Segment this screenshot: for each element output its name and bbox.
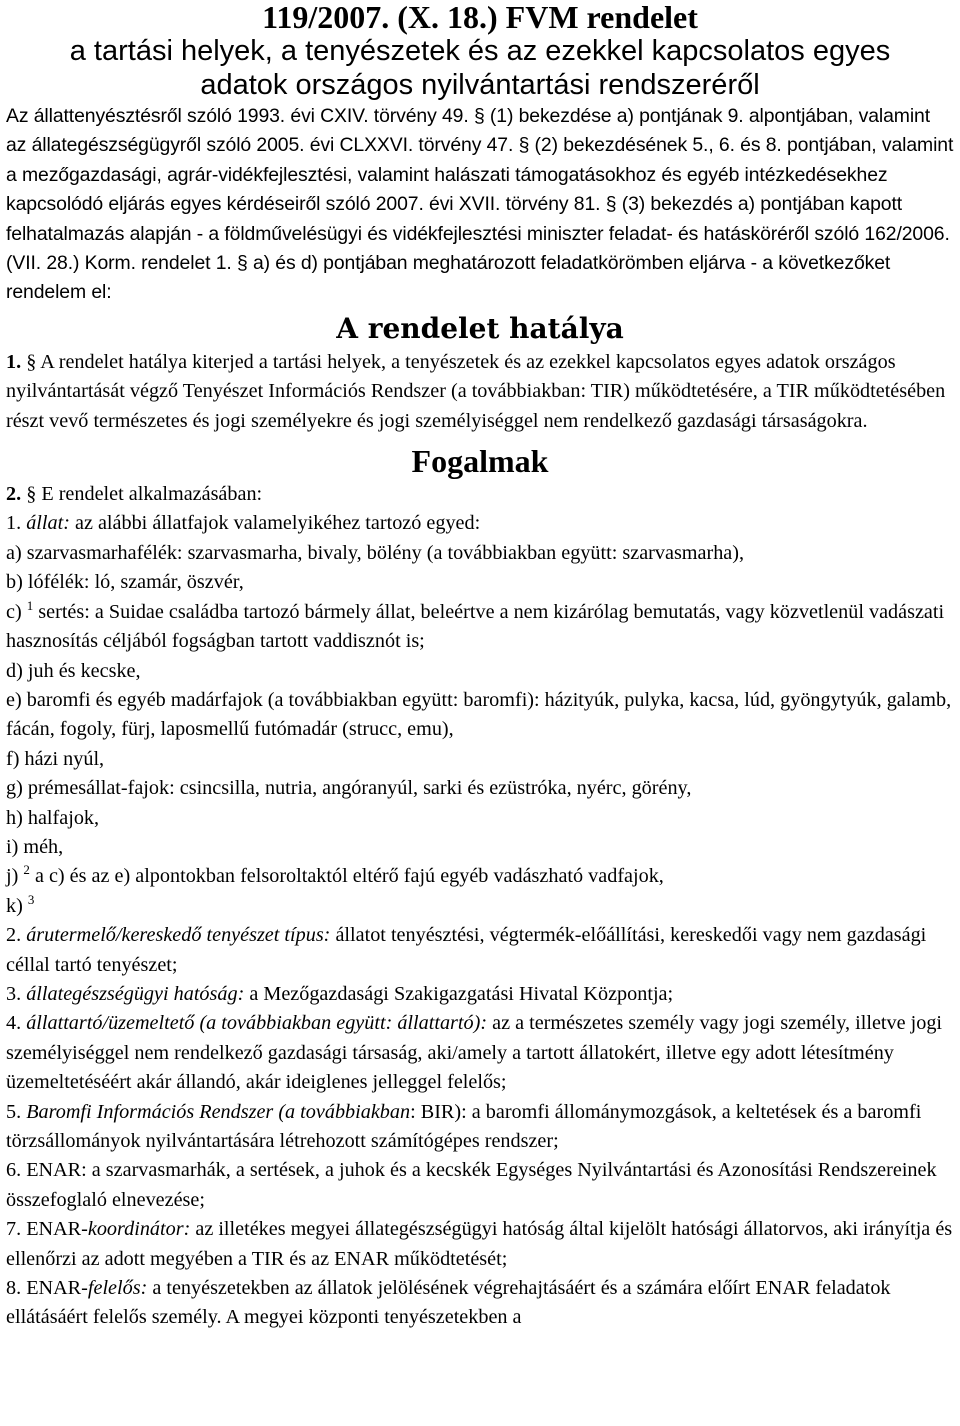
footnote-reference[interactable]: 2 (23, 862, 30, 878)
definition-number: 8. ENAR- (6, 1277, 88, 1300)
definition-number: 3. (6, 982, 27, 1005)
section-sign: § (26, 483, 37, 506)
document-subtitle-line-2: adatok országos nyilvántartási rendszeréről (200, 69, 760, 101)
list-item-h: h) halfajok, (6, 806, 100, 829)
definition-number: 7. ENAR- (6, 1218, 88, 1241)
definition-text: : BIR): a baromfi állománymozgások, a keltetések és a baromfi törzsállományok nyilvántartására létrehozott számítógépes rendszer; (6, 1100, 922, 1152)
definition-term: állategészségügyi hatóság: (26, 982, 245, 1005)
definition-term: árutermelő/kereskedő tenyészet típus: (26, 924, 331, 947)
definition-term: koordinátor: (87, 1218, 191, 1241)
definition-3 (6, 980, 954, 1009)
definition-4 (6, 1009, 954, 1097)
section-heading-scope: A rendelet hatálya (336, 311, 624, 345)
list-item-k (6, 892, 954, 921)
definition-text: állatot tenyésztési, végtermék-előállítási, kereskedői vagy nem gazdasági céllal tartó tenyészet; (6, 924, 927, 976)
list-item-j (6, 862, 954, 891)
list-item-i: i) méh, (6, 835, 64, 858)
preamble-part-2: (1) bekezdése a) pontjának 9. alpontjában, valamint az állategészségügyről szóló 2005. évi CLXXVI. törvény 47. (6, 105, 931, 157)
definition-7 (6, 1215, 954, 1274)
definition-number: 1. (6, 512, 27, 535)
list-item-label: c) (6, 600, 27, 623)
definition-text: az alábbi állatfajok valamelyikéhez tartozó egyed: (69, 512, 481, 535)
definition-number: 5. (6, 1100, 27, 1123)
preamble-part-1: Az állattenyésztésről szóló 1993. évi CXIV. törvény 49. (6, 105, 474, 127)
definition-term: Baromfi Információs Rendszer (a továbbiakban (26, 1100, 411, 1123)
section-sign: § (473, 105, 485, 127)
definition-text: az illetékes megyei állategészségügyi hatóság által kijelölt hatósági állatorvos, aki irányítja és ellenőrzi az adott megyében a TIR és az ENAR működtetését; (6, 1218, 953, 1270)
definition-term: állattartó/üzemeltető (a továbbiakban együtt: állattartó): (26, 1012, 488, 1035)
list-item-b: b) lófélék: ló, szamár, öszvér, (6, 571, 244, 594)
list-item-text: a c) és az e) alpontokban felsoroltaktól eltérő fajú egyéb vadászható vadfajok, (29, 865, 664, 888)
list-item-text: sertés: a Suidae családba tartozó bármely állat, beleértve a nem kizárólag bemutatás, vagy közvetlenül vadászati hasznosítás céljából fogságban tartott vaddisznót is; (6, 600, 945, 653)
section-sign: § (518, 134, 530, 157)
section-sign: § (605, 193, 617, 216)
preamble-part-3: (2) bekezdésének 5., 6. és 8. pontjában, valamint a mezőgazdasági, agrár-vidékfejlesztési, valamint halászati támogatásokhoz és egyéb intézkedésekhez kapcsolódó eljárás egyes kérdéseiről szóló 2007. évi XVII. törvény 81. (6, 134, 954, 216)
section-1-text: A rendelet hatálya kiterjed a tartási helyek, a tenyészetek és az ezekkel kapcsolatos egyes adatok országos nyilvántartását végző Tenyészet Információs Rendszer (a továbbiakban: TIR) működtetésére, a TIR működtetésében részt vevő természetes és jogi személyekre és jogi személyiséggel nem rendelkező gazdasági társaságokra. (6, 350, 946, 432)
preamble-part-5: a) és d) pontjában meghatározott feladatkörömben eljárva - a következőket rendelem el: (6, 252, 891, 304)
definition-text: a Mezőgazdasági Szakigazgatási Hivatal Központja; (244, 982, 674, 1005)
definition-term: állat: (26, 512, 70, 535)
preamble-part-4: (3) bekezdés a) pontjában kapott felhatalmazás alapján - a földművelésügyi és vidékfejlesztési miniszter feladat- és hatásköréről szóló 162/2006. (VII. 28.) Korm. rendelet 1. (6, 193, 950, 275)
list-item-label: k) (6, 894, 28, 917)
section-number: 2. (6, 483, 22, 506)
section-1-paragraph (6, 348, 954, 436)
footnote-reference[interactable]: 1 (26, 597, 34, 613)
document-title: 119/2007. (X. 18.) FVM rendelet (262, 0, 698, 35)
document-subtitle-line-1: a tartási helyek, a tenyészetek és az ezekkel kapcsolatos egyes (69, 35, 891, 67)
list-item-label: j) (6, 865, 24, 888)
section-2-intro (6, 480, 954, 509)
definition-5 (6, 1098, 954, 1157)
footnote-reference[interactable]: 3 (27, 891, 35, 907)
preamble (6, 102, 954, 308)
definition-text: a tenyészetekben az állatok jelölésének végrehajtásáért és a számára előírt ENAR feladatok ellátásáért felelős személy. A megyei központi tenyészetekben a (6, 1277, 891, 1329)
section-sign: § (236, 252, 248, 275)
definition-8 (6, 1274, 954, 1333)
list-item-f: f) házi nyúl, (6, 747, 105, 770)
list-item-e: e) baromfi és egyéb madárfajok (a továbbiakban együtt: baromfi): házityúk, pulyka, kacsa, lúd, gyöngytyúk, galamb, fácán, fogoly, fürj, laposmellű futómadár (strucc, emu), (6, 688, 952, 741)
list-item-d: d) juh és kecske, (6, 659, 141, 682)
definition-number: 4. (6, 1012, 27, 1035)
definition-term: felelős: (87, 1277, 148, 1300)
definition-2 (6, 921, 954, 980)
section-sign: § (26, 350, 37, 373)
list-item-g: g) prémesállat-fajok: csincsilla, nutria, angóranyúl, sarki és ezüstróka, nyérc, görény, (6, 777, 692, 800)
definition-text: az a természetes személy vagy jogi személy, illetve jogi személyiséggel nem rendelkező gazdasági társaság, aki/amely a tartott állatokért, illetve egy adott létesítmény üzemeltetéséért akár állandó, akár ideiglenes jelleggel felelős; (6, 1012, 943, 1094)
list-item-a: a) szarvasmarhafélék: szarvasmarha, bivaly, bölény (a továbbiakban együtt: szarvasmarha), (6, 541, 745, 564)
list-item-c (6, 598, 954, 657)
definition-number: 2. (6, 924, 27, 947)
definition-1 (6, 509, 954, 538)
section-number: 1. (6, 350, 22, 373)
section-heading-definitions: Fogalmak (411, 443, 549, 480)
section-2-intro-text: E rendelet alkalmazásában: (36, 483, 263, 506)
definition-6: 6. ENAR: a szarvasmarhák, a sertések, a juhok és a kecskék Egységes Nyilvántartási és Azonosítási Rendszereinek összefoglaló elnevezése; (6, 1159, 937, 1211)
